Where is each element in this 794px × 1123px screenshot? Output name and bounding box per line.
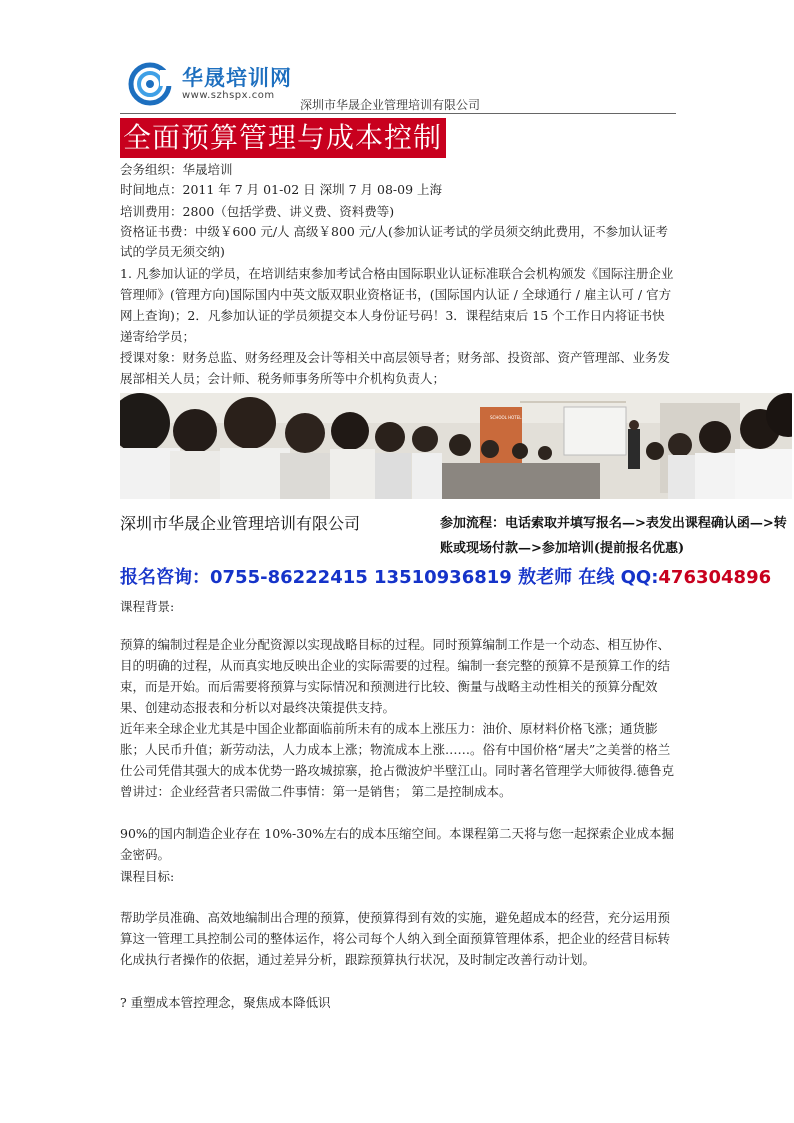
- goals-bullet-1: ? 重塑成本管控理念，聚焦成本降低识: [120, 995, 331, 1010]
- contact-label: 报名咨询：0755-86222415 13510936819 敖老师 在线 QQ:: [120, 567, 659, 588]
- header-company-name: 深圳市华晟企业管理培训有限公司: [300, 98, 481, 112]
- info-fee: 培训费用：2800（包括学费、讲义费、资料费等): [120, 204, 395, 219]
- footer-company-name: 深圳市华晟企业管理培训有限公司: [120, 514, 361, 533]
- classroom-photo: [120, 393, 792, 499]
- background-heading: 课程背景:: [120, 599, 175, 614]
- logo-icon: [128, 62, 172, 106]
- goals-heading: 课程目标:: [120, 869, 175, 884]
- goals-paragraph-1: 帮助学员准确、高效地编制出合理的预算，使预算得到有效的实施，避免超成本的经营，充分运用预算这一管理工具控制公司的整体运作，将公司每个人纳入到全面预算管理体系，把企业的经营目标转化成执行者操作的依据，通过差异分析，跟踪预算执行状况，及时制定改善行动计划。: [120, 910, 671, 967]
- screen-label: SCHOOL HOTEL: [490, 415, 522, 420]
- qq-number[interactable]: 476304896: [658, 567, 772, 588]
- page-header: [120, 52, 676, 114]
- info-cert-notes: 1. 凡参加认证的学员，在培训结束参加考试合格由国际职业认证标准联合会机构颁发《国际注册企业管理师》(管理方向)国际国内中英文版双职业资格证书，(国际国内认证 / 全球通行 / 雇主认可 / 官方网上查询)；2．凡参加认证的学员须提交本人身份证号码！3．课程结束后 15 个工作日内将证书快递寄给学员；: [120, 266, 674, 344]
- background-paragraph-2: 近年来全球企业尤其是中国企业都面临前所未有的成本上涨压力：油价、原材料价格飞涨；通货膨胀；人民币升值；新劳动法，人力成本上涨；物流成本上涨……。俗有中国价格“屠夫”之美誉的格兰仕公司凭借其强大的成本优势一路攻城掠寨，抢占微波炉半壁江山。同时著名管理学大师彼得.德鲁克曾讲过：企业经营者只需做二件事情：第一是销售； 第二是控制成本。: [120, 721, 674, 799]
- info-time-place: 时间地点：2011 年 7 月 01-02 日 深圳 7 月 08-09 上海: [120, 182, 443, 197]
- page-title: 全面预算管理与成本控制: [120, 118, 446, 158]
- contact-line: [120, 563, 771, 589]
- info-cert-fee: 资格证书费：中级￥600 元/人 高级￥800 元/人(参加认证考试的学员须交纳此费用，不参加认证考试的学员无须交纳): [120, 224, 668, 259]
- registration-flow: 参加流程：电话索取并填写报名—>表发出课程确认函—>转账或现场付款—>参加培训(提前报名优惠): [440, 516, 787, 556]
- logo-url: www.szhspx.com: [182, 90, 275, 101]
- info-audience: 授课对象：财务总监、财务经理及会计等相关中高层领导者；财务部、投资部、资产管理部、业务发展部相关人员；会计师、税务师事务所等中介机构负责人；: [120, 350, 671, 386]
- classroom-illustration: [120, 393, 792, 499]
- background-paragraph-3: 90%的国内制造企业存在 10%-30%左右的成本压缩空间。本课程第二天将与您一起探索企业成本掘金密码。: [120, 826, 675, 862]
- header-divider: [120, 113, 676, 114]
- background-paragraph-1: 预算的编制过程是企业分配资源以实现战略目标的过程。同时预算编制工作是一个动态、相互协作、目的明确的过程，从而真实地反映出企业的实际需要的过程。编制一套完整的预算不是预算工作的结束，而是开始。而后需要将预算与实际情况和预测进行比较、衡量与战略主动性相关的预算分配效果、创建动态报表和分析以对最终决策提供支持。: [120, 637, 671, 715]
- logo-title: 华晟培训网: [182, 66, 292, 90]
- info-organizer: 会务组织：华晟培训: [120, 162, 233, 177]
